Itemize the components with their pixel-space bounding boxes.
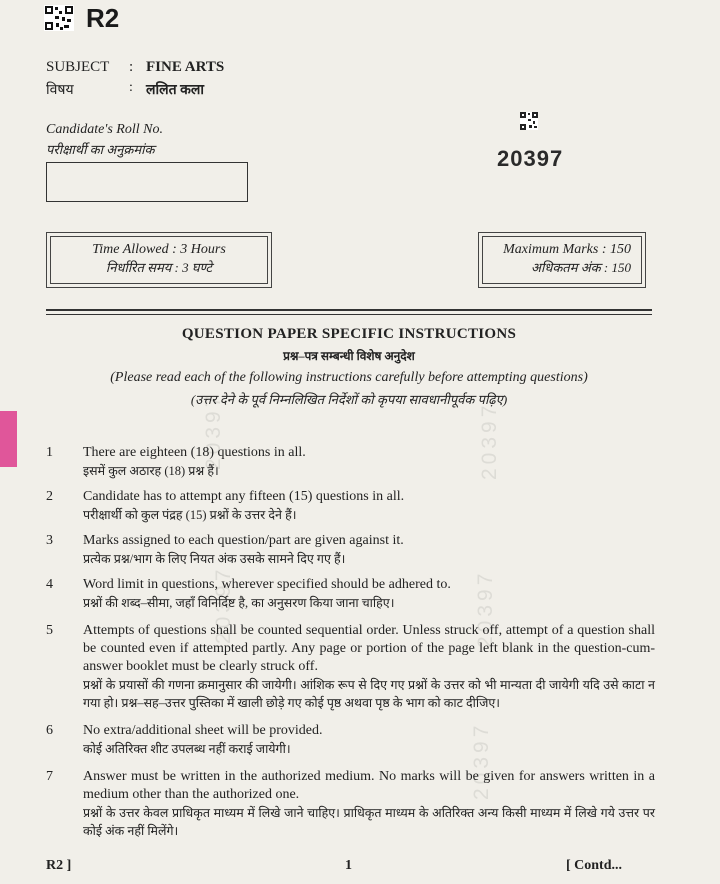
roll-number-box[interactable] [46,162,248,202]
instruction-number: 4 [46,577,53,592]
instructions-note-hi: (उत्तर देने के पूर्व निम्नलिखित निर्देशों को कृपया सावधानीपूर्वक पढ़िए) [190,392,508,407]
instruction-text-hi: प्रत्येक प्रश्न/भाग के लिए नियत अंक उसके सामने दिए गए हैं। [83,552,346,566]
instruction-text: Answer must be written in the authorized medium. No marks will be given for answers written in a medium other than the authorized one. [83,769,655,802]
qr-logo-icon [44,5,74,31]
time-allowed-hi: निर्धारित समय : 3 घण्टे [105,260,213,275]
instruction-text: No extra/additional sheet will be provided. [83,723,323,738]
continued-label: [ Contd... [566,858,623,873]
subject-value: FINE ARTS [146,59,225,75]
instruction-text: Word limit in questions, wherever specified should be adhered to. [83,577,451,592]
instruction-number: 6 [46,723,53,738]
divider-thick [46,309,652,311]
instructions-title: QUESTION PAPER SPECIFIC INSTRUCTIONS [181,326,517,342]
divider-thin [46,314,652,315]
watermark: 20397 [470,721,493,800]
subject-value-hi: ललित कला [146,83,204,98]
paper-code-top: R2 [86,3,120,33]
instruction-number: 3 [46,533,53,548]
maximum-marks-hi: अधिकतम अंक : 150 [531,260,631,275]
maximum-marks-box [478,232,646,288]
subject-label-hi: विषय [46,83,74,98]
instruction-text: Candidate has to attempt any fifteen (15) questions in all. [83,489,405,504]
time-allowed-en: Time Allowed : 3 Hours [92,242,226,257]
time-allowed-box [46,232,272,288]
paper-number: 20397 [497,146,564,171]
instruction-text: There are eighteen (18) questions in all. [83,445,306,460]
watermark: 20397 [212,565,235,644]
page-number: 1 [345,858,352,873]
instruction-text-hi: इसमें कुल अठारह (18) प्रश्न हैं। [83,464,219,478]
instruction-text-hi: परीक्षार्थी को कुल पंद्रह (15) प्रश्नों के उत्तर देने हैं। [83,508,297,522]
subject-colon: : [129,59,134,75]
watermark: 20397 [474,569,497,648]
roll-number-label-hi: परीक्षार्थी का अनुक्रमांक [46,142,155,157]
instruction-text-hi: प्रश्नों की शब्द–सीमा, जहाँ विनिर्दिष्ट है, का अनुसरण किया जाना चाहिए। [83,596,395,610]
qr-code-icon [520,112,538,130]
instruction-text: Attempts of questions shall be counted sequential order. Unless struck off, attempt of a question shall be counted even if attempted partly. Any page or portion of the page left blank in the question-cum-answer booklet must be clearly struck off. [83,623,655,674]
instruction-text-hi: कोई अतिरिक्त शीट उपलब्ध नहीं कराई जायेगी। [83,742,291,756]
instructions-note: (Please read each of the following instructions carefully before attempting questions) [110,370,588,385]
instructions-title-hi: प्रश्न–पत्र सम्बन्धी विशेष अनुदेश [283,349,415,363]
instruction-number: 2 [46,489,53,504]
subject-label: SUBJECT [46,59,110,75]
instruction-text-hi: प्रश्नों के उत्तर केवल प्राधिकृत माध्यम में लिखे जाने चाहिए। प्राधिकृत माध्यम के अतिरिक्त अन्य किसी माध्यम में लिखे गये उत्तर पर कोई अंक नहीं मिलेंगे। [83,806,655,838]
instruction-number: 5 [46,623,53,638]
footer-code: R2 ] [46,858,72,873]
instruction-number: 7 [46,769,53,784]
maximum-marks-en: Maximum Marks : 150 [503,242,631,257]
instruction-number: 1 [46,445,53,460]
instruction-text: Marks assigned to each question/part are given against it. [83,533,404,548]
watermark: 20397 [202,391,225,470]
instruction-text-hi: प्रश्नों के प्रयासों की गणना क्रमानुसार की जायेगी। आंशिक रूप से दिए गए प्रश्नों के उत्तर को भी मान्यता दी जायेगी यदि उसे काटा न गया हो। प्रश्न–सह–उत्तर पुस्तिका में खाली छोड़े गए कोई पृष्ठ अथवा पृष्ठ के भाग को काट दीजिए। [83,678,655,710]
subject-colon-hi: : [129,80,133,95]
watermark: 20397 [478,401,501,480]
pink-tab-marker [0,411,17,467]
roll-number-label: Candidate's Roll No. [46,122,163,137]
